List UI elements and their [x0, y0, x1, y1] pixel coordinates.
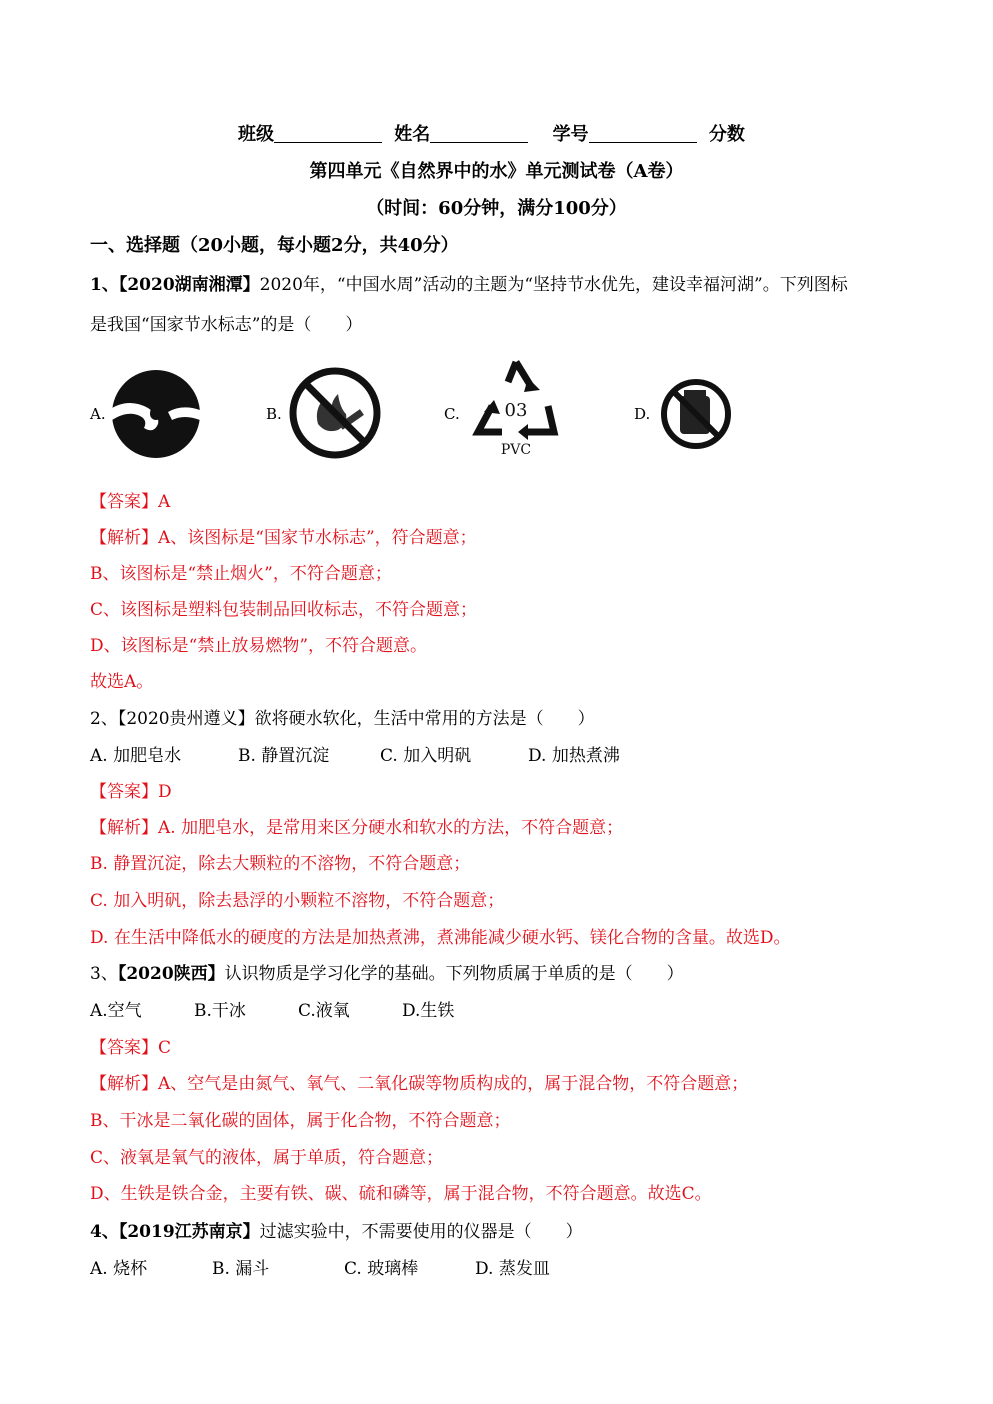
q2-answer: 【答案】D	[90, 782, 172, 802]
question-stem: 认识物质是学习化学的基础。下列物质属于单质的是（ ）	[224, 964, 684, 984]
q3-option-a[interactable]: A.空气	[90, 1001, 142, 1021]
question-stem: 欲将硬水软化，生活中常用的方法是（ ）	[254, 709, 595, 729]
name-label: 姓名	[394, 124, 431, 145]
q3-option-c[interactable]: C.液氧	[298, 1001, 350, 1021]
student-info-line	[238, 124, 745, 146]
option-c-label: C.	[444, 405, 460, 423]
question-number: 2、	[90, 709, 118, 729]
id-label: 学号	[552, 124, 589, 145]
q3-option-d[interactable]: D.生铁	[402, 1001, 455, 1021]
option-b-label: B.	[266, 405, 282, 423]
question-number: 4、	[90, 1222, 119, 1242]
q2-option-b[interactable]: B. 静置沉淀	[238, 746, 330, 766]
q4-option-a[interactable]: A. 烧杯	[90, 1259, 148, 1279]
no-smoking-fire-icon[interactable]	[288, 366, 382, 460]
page-title: 第四单元《自然界中的水》单元测试卷（A卷）	[309, 161, 684, 182]
q3-option-b[interactable]: B.干冰	[194, 1001, 246, 1021]
question-number: 1、	[90, 275, 119, 295]
question-1-line-2: 是我国“国家节水标志”的是（ ）	[90, 315, 363, 335]
q1-analysis-line: C、该图标是塑料包装制品回收标志，不符合题意；	[90, 600, 478, 620]
q4-option-b[interactable]: B. 漏斗	[212, 1259, 270, 1279]
q2-analysis-line: 【解析】A. 加肥皂水，是常用来区分硬水和软水的方法，不符合题意；	[90, 818, 624, 838]
q2-analysis-line: D. 在生活中降低水的硬度的方法是加热煮沸，煮沸能减少硬水钙、镁化合物的含量。故选D。	[90, 928, 791, 948]
section-heading: 一、选择题（20小题，每小题2分，共40分）	[90, 235, 459, 256]
question-source: 【2020湖南湘潭】	[118, 275, 260, 295]
question-2	[90, 708, 595, 730]
q3-analysis-line: B、干冰是二氧化碳的固体，属于化合物，不符合题意；	[90, 1111, 511, 1131]
class-blank[interactable]	[274, 124, 382, 143]
question-4	[90, 1221, 583, 1243]
pvc-label: PVC	[500, 442, 532, 458]
q1-analysis-line: B、该图标是“禁止烟火”，不符合题意；	[90, 564, 392, 584]
question-source: 【2020陕西】	[117, 964, 225, 984]
q2-option-c[interactable]: C. 加入明矾	[380, 746, 472, 766]
q2-option-a[interactable]: A. 加肥皂水	[90, 746, 182, 766]
q3-analysis-line: D、生铁是铁合金，主要有铁、碳、硫和磷等，属于混合物，不符合题意。故选C。	[90, 1184, 712, 1204]
question-stem: 过滤实验中，不需要使用的仪器是（ ）	[259, 1222, 583, 1242]
question-source: 【2020贵州遵义】	[117, 709, 255, 729]
q1-analysis-line: D、该图标是“禁止放易燃物”，不符合题意。	[90, 636, 428, 656]
question-1-line-1	[90, 274, 848, 296]
page-subtitle: （时间：60分钟，满分100分）	[366, 198, 627, 219]
score-label: 分数	[708, 124, 745, 145]
q2-option-d[interactable]: D. 加热煮沸	[528, 746, 620, 766]
option-a-label: A.	[90, 405, 106, 423]
q2-analysis-line: C. 加入明矾，除去悬浮的小颗粒不溶物，不符合题意；	[90, 891, 505, 911]
no-flammable-icon[interactable]	[660, 374, 732, 454]
q3-analysis-line: C、液氧是氧气的液体，属于单质，符合题意；	[90, 1148, 444, 1168]
q1-analysis-line: 故选A。	[90, 672, 154, 692]
question-3	[90, 963, 684, 985]
question-stem: 2020年，“中国水周”活动的主题为“坚持节水优先，建设幸福河湖”。下列图标	[259, 275, 848, 295]
class-label: 班级	[238, 124, 274, 145]
q2-analysis-line: B. 静置沉淀，除去大颗粒的不溶物，不符合题意；	[90, 854, 471, 874]
q1-analysis-line: 【解析】A、该图标是“国家节水标志”，符合题意；	[90, 528, 477, 548]
q1-answer: 【答案】A	[90, 492, 171, 512]
option-d-label: D.	[634, 405, 651, 423]
q3-answer: 【答案】C	[90, 1038, 172, 1058]
name-blank[interactable]	[430, 124, 528, 143]
water-saving-icon[interactable]	[110, 368, 202, 460]
q4-option-d[interactable]: D. 蒸发皿	[475, 1259, 550, 1279]
pvc-code: 03	[504, 400, 528, 421]
q4-option-c[interactable]: C. 玻璃棒	[344, 1259, 419, 1279]
id-blank[interactable]	[589, 124, 697, 143]
question-source: 【2019江苏南京】	[118, 1222, 260, 1242]
q3-analysis-line: 【解析】A、空气是由氮气、氧气、二氧化碳等物质构成的，属于混合物，不符合题意；	[90, 1074, 749, 1094]
question-number: 3、	[90, 964, 118, 984]
pvc-recycle-icon[interactable]	[468, 354, 564, 458]
